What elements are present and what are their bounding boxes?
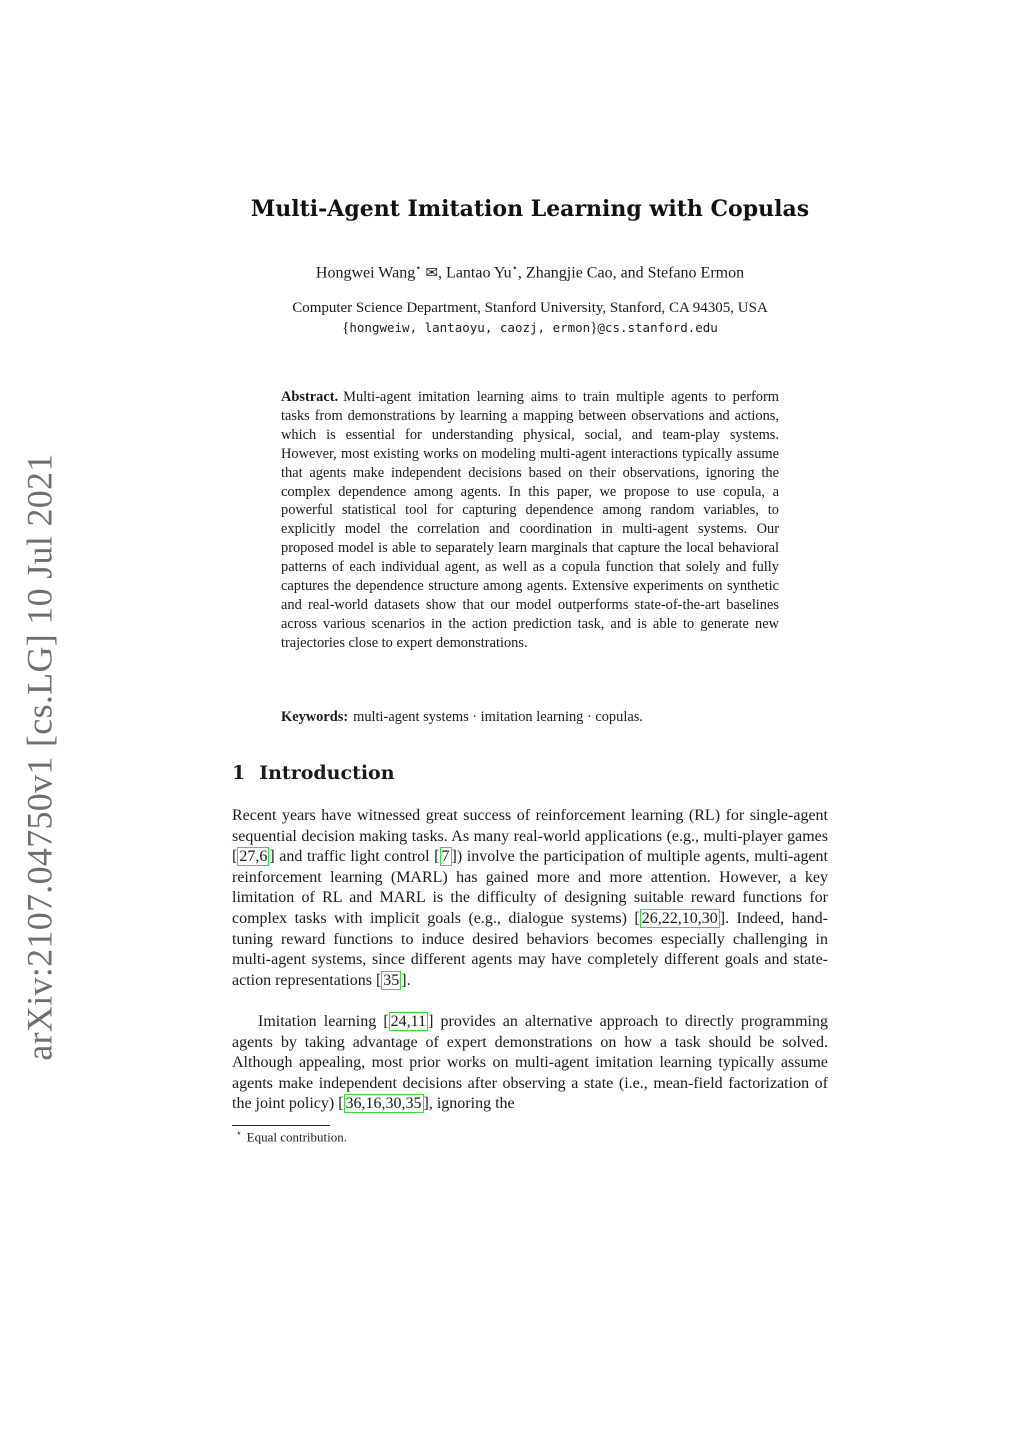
section-title: Introduction bbox=[259, 762, 395, 784]
intro-paragraph-1: Recent years have witnessed great success of reinforcement learning (RL) for single-agent sequential decision making tasks. As many real-world applications (e.g., multi-player games [ 27,6 ] and traffic light control [ 7 ]) involve the participation of multiple agents, multi-agent reinforcement learning (MARL) has gained more and more attention. However, a key limitation of RL and MARL is the difficulty of designing suitable reward functions for complex tasks with implicit goals (e.g., dialogue systems) [ 26,22,10,30 ]. Indeed, hand-tuning reward functions to induce desired behaviors becomes especially challenging in multi-agent systems, since different agents may have completely different goals and state-action representations [ 35 ]. bbox=[232, 807, 828, 989]
citation-link[interactable]: 26,22,10,30 bbox=[641, 909, 718, 927]
paragraph-text: ) involve the participation of multiple agents, multi-agent reinforcement learning (MARL) has gained more and more attention. However, a key limitation of RL and MARL is the difficulty of designing suitable reward functions for complex tasks with implicit goals (e.g., dialogue systems) bbox=[232, 848, 828, 927]
intro-paragraph-2: Imitation learning [ 24,11 ] provides an alternative approach to directly programming agents by taking advantage of expert demonstrations on how a task should be solved. Although appealing, most prior works on multi-agent imitation learning typically assume agents make independent decisions after observing a state (i.e., mean-field factorization of the joint policy) [ 36,16,30,35 ], ignoring the bbox=[232, 1013, 828, 1113]
paragraph-text: . bbox=[406, 971, 411, 989]
equal-contribution-mark: ⋆ bbox=[415, 263, 422, 274]
citation-link[interactable]: 7 bbox=[441, 848, 450, 866]
author-list bbox=[230, 263, 830, 282]
section-heading-introduction bbox=[232, 762, 395, 784]
paragraph-text: provides an alternative approach to directly programming agents by taking advantage of expert demonstrations on how a task should be solved. Although appealing, most prior works on multi-agent imitation learning typically assume agents make independent decisions after observing a state (i.e., mean-field factorization of the joint policy) bbox=[232, 1013, 828, 1113]
footnote-rule bbox=[232, 1125, 330, 1126]
footnote bbox=[236, 1128, 347, 1145]
author-names-rest: , Zhangjie Cao, and Stefano Ermon bbox=[517, 264, 745, 282]
arxiv-identifier bbox=[10, 453, 70, 1061]
footnote-mark: ⋆ bbox=[236, 1128, 242, 1138]
paper-title: Multi-Agent Imitation Learning with Copulas bbox=[250, 196, 810, 222]
equal-contribution-mark: ⋆ bbox=[511, 263, 518, 274]
author-emails bbox=[230, 320, 830, 337]
email-domain: @cs.stanford.edu bbox=[597, 320, 718, 335]
envelope-icon: ✉ bbox=[425, 265, 439, 282]
email-brace-close: } bbox=[590, 320, 598, 336]
author-name: , Lantao Yu bbox=[438, 264, 512, 282]
footnote-text: Equal contribution. bbox=[246, 1129, 348, 1145]
section-number: 1 bbox=[232, 762, 246, 784]
paragraph-text: Recent years have witnessed great success of reinforcement learning (RL) for single-agent sequential decision making tasks. As many real-world applications (e.g., multi-player games bbox=[232, 807, 828, 845]
email-brace-open: { bbox=[342, 320, 350, 336]
keywords-label: Keywords: bbox=[281, 709, 349, 725]
author-name: Hongwei Wang bbox=[315, 264, 416, 282]
affiliation: Computer Science Department, Stanford University, Stanford, CA 94305, USA bbox=[292, 300, 768, 316]
citation-link[interactable]: 36,16,30,35 bbox=[345, 1095, 422, 1113]
abstract-label: Abstract. bbox=[281, 389, 339, 405]
email-users: hongweiw, lantaoyu, caozj, ermon bbox=[349, 320, 591, 335]
citation-link[interactable]: 35 bbox=[383, 971, 400, 989]
paragraph-text: , ignoring the bbox=[428, 1095, 515, 1113]
keywords-text: multi-agent systems · imitation learning · copulas. bbox=[353, 709, 643, 725]
paragraph-text: and traffic light control bbox=[274, 848, 435, 866]
keywords bbox=[281, 708, 779, 727]
arxiv-identifier-text: arXiv:2107.04750v1 [cs.LG] 10 Jul 2021 bbox=[20, 453, 60, 1061]
paragraph-text: Imitation learning bbox=[258, 1013, 384, 1030]
abstract bbox=[281, 388, 779, 653]
paragraph-text: . Indeed, hand-tuning reward functions to induce desired behaviors becomes especially challenging in multi-agent systems, since different agents may have completely different goals and state-action representations bbox=[232, 909, 828, 989]
abstract-text: Multi-agent imitation learning aims to train multiple agents to perform tasks from demonstrations by learning a mapping between observations and actions, which is essential for understanding physical, social, and team-play systems. However, most existing works on modeling multi-agent interactions typically assume that agents make independent decisions based on their observations, ignoring the complex dependence among agents. In this paper, we propose to use copula, a powerful statistical tool for capturing dependence among random variables, to explicitly model the correlation and coordination in multi-agent systems. Our proposed model is able to separately learn marginals that capture the local behavioral patterns of each individual agent, as well as a copula function that solely and fully captures the dependence structure among agents. Extensive experiments on synthetic and real-world datasets show that our model outperforms state-of-the-art baselines across various scenarios in the action prediction task, and is able to generate new trajectories close to expert demonstrations. bbox=[281, 389, 779, 651]
citation-link[interactable]: 24,11 bbox=[390, 1013, 427, 1030]
citation-link[interactable]: 27,6 bbox=[239, 848, 268, 866]
